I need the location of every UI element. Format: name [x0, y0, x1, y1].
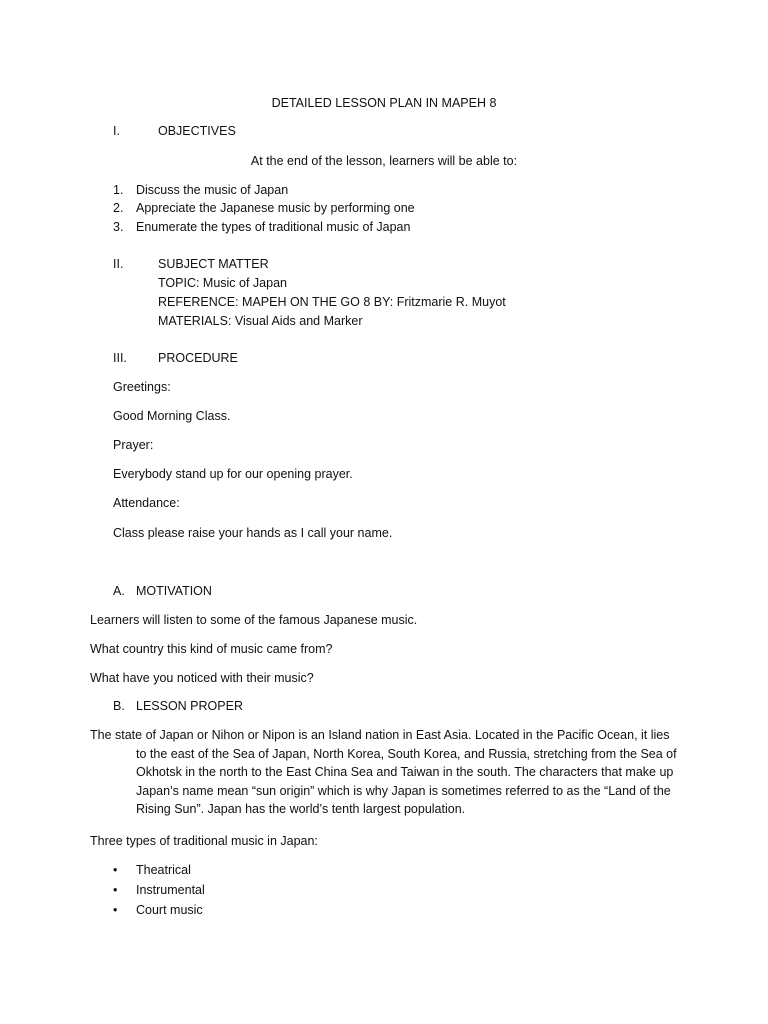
prayer-text: Everybody stand up for our opening prayer. — [113, 467, 353, 481]
objective-item: Discuss the music of Japan — [136, 183, 289, 197]
objectives-intro: At the end of the lesson, learners will be able to: — [250, 154, 518, 168]
motivation-line: Learners will listen to some of the famous Japanese music. — [90, 613, 418, 627]
subsection-heading-lesson-proper: LESSON PROPER — [136, 699, 243, 713]
subsection-heading-motivation: MOTIVATION — [136, 584, 212, 598]
objective-number: 1. — [113, 183, 124, 197]
motivation-line: What have you noticed with their music? — [90, 671, 314, 685]
paragraph-line: Okhotsk in the north to the East China Sea and Taiwan in the south. The characters that make up — [136, 765, 674, 779]
bullet-icon: • — [113, 863, 118, 877]
paragraph-line: to the east of the Sea of Japan, North Korea, South Korea, and Russia, stretching from the Sea of — [136, 746, 677, 761]
paragraph-line: The state of Japan or Nihon or Nipon is an Island nation in East Asia. Located in the Pacific Ocean, it lies — [90, 728, 670, 742]
paragraph-line: Rising Sun”. Japan has the world’s tenth largest population. — [136, 802, 466, 816]
subject-materials: MATERIALS: Visual Aids and Marker — [158, 314, 363, 328]
section-numeral-objectives: I. — [113, 124, 120, 138]
motivation-line: What country this kind of music came from? — [90, 642, 333, 656]
objective-number: 3. — [113, 220, 124, 234]
music-type-item: Court music — [136, 903, 203, 917]
greetings-text: Good Morning Class. — [113, 409, 231, 423]
subject-topic: TOPIC: Music of Japan — [158, 276, 287, 290]
paragraph-line: Japan’s name mean “sun origin” which is why Japan is sometimes referred to as the “Land of the — [136, 783, 671, 798]
section-numeral-subject-matter: II. — [113, 257, 124, 271]
subsection-letter-lesson-proper: B. — [113, 699, 125, 713]
prayer-label: Prayer: — [113, 438, 154, 452]
section-heading-procedure: PROCEDURE — [158, 351, 238, 365]
attendance-text: Class please raise your hands as I call your name. — [113, 526, 393, 540]
music-type-item: Theatrical — [136, 863, 191, 877]
objective-item: Enumerate the types of traditional music of Japan — [136, 220, 411, 234]
document-title: DETAILED LESSON PLAN IN MAPEH 8 — [271, 96, 497, 110]
section-heading-subject-matter: SUBJECT MATTER — [158, 257, 269, 271]
subject-reference: REFERENCE: MAPEH ON THE GO 8 BY: Fritzmarie R. Muyot — [158, 295, 506, 309]
subsection-letter-motivation: A. — [113, 584, 125, 598]
bullet-icon: • — [113, 903, 118, 917]
lesson-paragraph — [90, 727, 690, 820]
objective-number: 2. — [113, 201, 124, 215]
attendance-label: Attendance: — [113, 496, 180, 510]
bullet-icon: • — [113, 883, 118, 897]
music-type-item: Instrumental — [136, 883, 205, 897]
section-numeral-procedure: III. — [113, 351, 127, 365]
greetings-label: Greetings: — [113, 380, 171, 394]
music-types-intro: Three types of traditional music in Japan: — [90, 834, 318, 848]
objective-item: Appreciate the Japanese music by performing one — [136, 201, 415, 215]
section-heading-objectives: OBJECTIVES — [158, 124, 236, 138]
